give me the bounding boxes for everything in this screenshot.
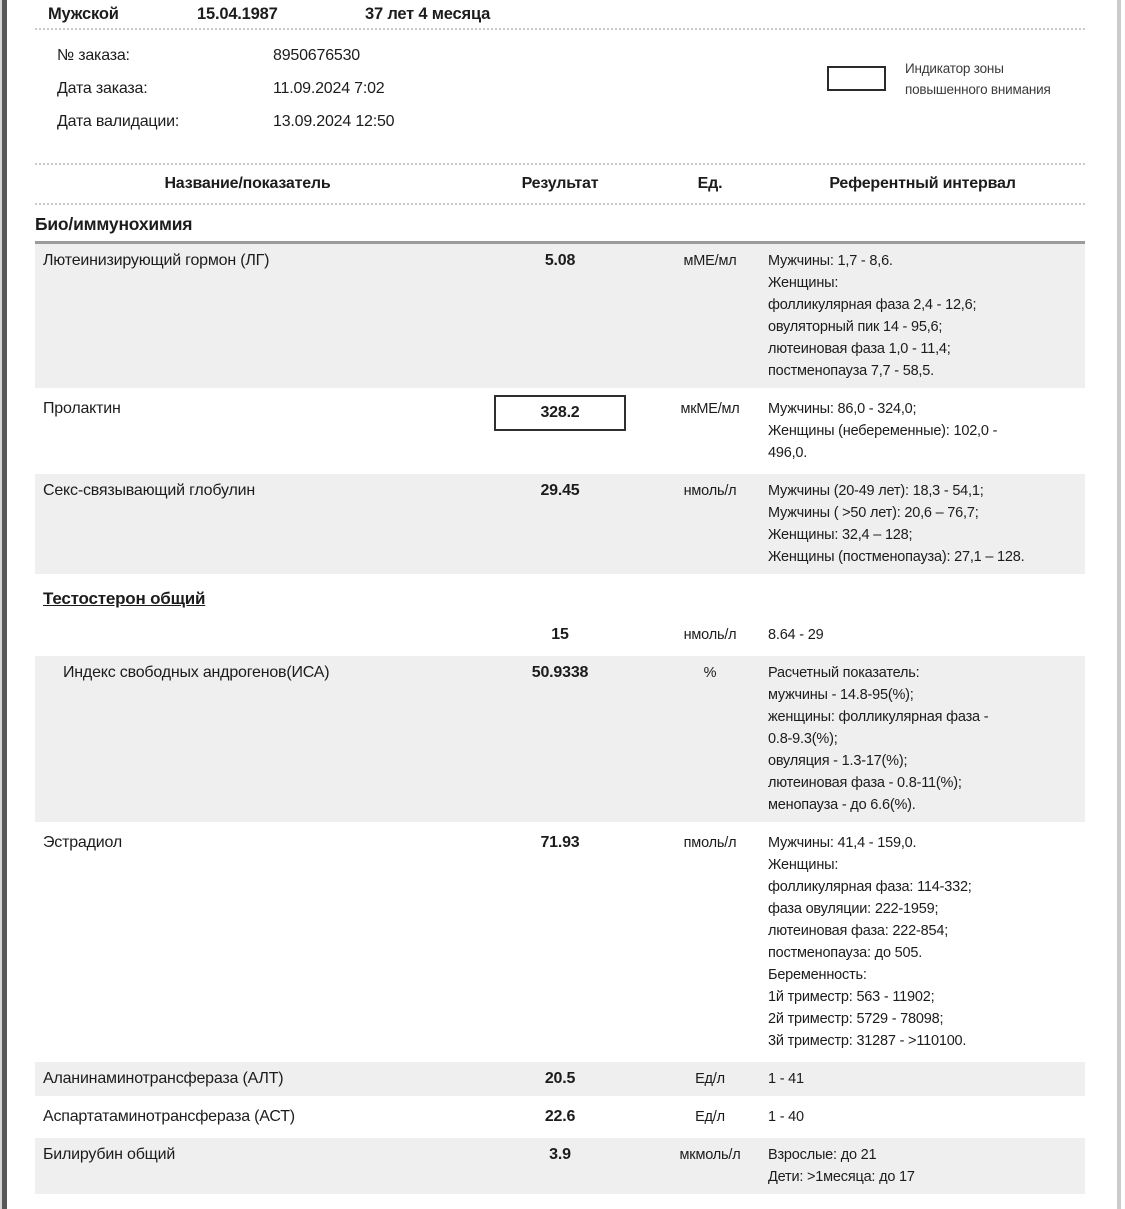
reference-line: 2й триместр: 5729 - 78098; [768, 1011, 944, 1027]
table-row [35, 474, 1085, 574]
result-cell [460, 624, 660, 646]
result-value: 22.6 [544, 1108, 576, 1125]
page-edge-right [1117, 0, 1121, 1209]
reference-interval [760, 1068, 1085, 1090]
attention-zone-legend [905, 58, 1105, 100]
order-number-label: № заказа: [57, 47, 130, 64]
reference-line: Расчетный показатель: [768, 665, 920, 681]
table-row [35, 1100, 1085, 1134]
order-info-section [35, 30, 1085, 165]
reference-line: Беременность: [768, 967, 867, 983]
analyte-name: Аспартатаминотрансфераза (АСТ) [43, 1108, 295, 1125]
result-cell [460, 1106, 660, 1128]
table-row [35, 392, 1085, 470]
unit-value: мМЕ/мл [683, 253, 737, 269]
analyte-name: Индекс свободных андрогенов(ИСА) [63, 664, 330, 681]
validation-date-value: 13.09.2024 12:50 [273, 113, 395, 130]
reference-line: Женщины (постменопауза): 27,1 – 128. [768, 549, 1025, 565]
column-header-unit: Ед. [697, 175, 723, 192]
reference-line: 1й триместр: 563 - 11902; [768, 989, 935, 1005]
validation-date-label: Дата валидации: [57, 113, 180, 130]
result-cell [460, 398, 660, 431]
reference-line: фаза овуляции: 222-1959; [768, 901, 939, 917]
order-date-label: Дата заказа: [57, 80, 148, 97]
analyte-name: Пролактин [43, 400, 121, 417]
order-number-value: 8950676530 [273, 47, 360, 64]
page-edge-left-inner [2, 0, 7, 1209]
result-value: 328.2 [494, 395, 625, 431]
result-value: 20.5 [544, 1070, 576, 1087]
reference-line: фолликулярная фаза: 114-332; [768, 879, 972, 895]
reference-line: 3й триместр: 31287 - >110100. [768, 1033, 967, 1049]
result-cell [460, 662, 660, 684]
result-value: 5.08 [544, 252, 576, 269]
reference-line: лютеиновая фаза - 0.8-11(%); [768, 775, 962, 791]
reference-line: фолликулярная фаза 2,4 - 12,6; [768, 297, 977, 313]
analyte-name: Секс-связывающий глобулин [43, 482, 255, 499]
unit-value: Ед/л [695, 1071, 725, 1087]
reference-interval [760, 1144, 1085, 1188]
table-row [35, 1138, 1085, 1194]
table-row [35, 656, 1085, 822]
order-date-value: 11.09.2024 7:02 [273, 80, 385, 97]
result-cell [460, 1144, 660, 1166]
analyte-name: Лютеинизирующий гормон (ЛГ) [43, 252, 270, 269]
order-date-row [57, 80, 384, 98]
table-row [35, 826, 1085, 1058]
subsection-title: Тестостерон общий [43, 589, 206, 608]
result-value: 29.45 [540, 482, 580, 499]
reference-interval [760, 662, 1085, 816]
reference-line: Взрослые: до 21 [768, 1147, 877, 1163]
column-header-reference: Референтный интервал [829, 175, 1016, 192]
reference-line: лютеиновая фаза: 222-854; [768, 923, 949, 939]
analyte-name: Эстрадиол [43, 834, 122, 851]
reference-line: постменопауза 7,7 - 58,5. [768, 363, 934, 379]
reference-line: менопауза - до 6.6(%). [768, 797, 916, 813]
reference-interval [760, 250, 1085, 382]
attention-zone-indicator-box [827, 66, 886, 91]
result-cell [460, 480, 660, 502]
reference-line: Женщины: 32,4 – 128; [768, 527, 913, 543]
reference-line: женщины: фолликулярная фаза - [768, 709, 989, 725]
attention-zone-legend-line2: повышенного внимания [905, 82, 1051, 97]
patient-gender: Мужской [48, 5, 119, 23]
reference-line: 8.64 - 29 [768, 627, 824, 643]
reference-interval [760, 624, 1085, 646]
report-page [35, 0, 1085, 1198]
order-number-row [57, 47, 360, 65]
table-row [35, 1062, 1085, 1096]
reference-line: Мужчины ( >50 лет): 20,6 – 76,7; [768, 505, 979, 521]
table-row [35, 244, 1085, 388]
reference-interval [760, 480, 1085, 568]
unit-value: % [703, 665, 717, 681]
reference-line: Мужчины: 86,0 - 324,0; [768, 401, 917, 417]
reference-line: Мужчины: 1,7 - 8,6. [768, 253, 893, 269]
reference-line: овуляция - 1.3-17(%); [768, 753, 908, 769]
result-value: 3.9 [549, 1146, 571, 1163]
patient-header [35, 0, 1085, 30]
reference-line: 0.8-9.3(%); [768, 731, 838, 747]
reference-interval [760, 832, 1085, 1052]
analyte-name: Аланинаминотрансфераза (АЛТ) [43, 1070, 284, 1087]
table-column-headers [35, 165, 1085, 205]
reference-line: Дети: >1месяца: до 17 [768, 1169, 915, 1185]
reference-line: 496,0. [768, 445, 808, 461]
section-title: Био/иммунохимия [35, 205, 1085, 244]
reference-line: лютеиновая фаза 1,0 - 11,4; [768, 341, 951, 357]
result-cell [460, 250, 660, 272]
result-value: 15 [551, 626, 569, 643]
reference-line: овуляторный пик 14 - 95,6; [768, 319, 943, 335]
unit-value: мкмоль/л [679, 1147, 741, 1163]
results-rows [35, 244, 1085, 1194]
patient-birth-date: 15.04.1987 [197, 5, 278, 23]
validation-date-row [57, 113, 394, 131]
unit-value: мкМЕ/мл [680, 401, 740, 417]
result-value: 50.9338 [531, 664, 589, 681]
unit-value: нмоль/л [683, 483, 737, 499]
reference-interval [760, 398, 1085, 464]
analyte-name: Билирубин общий [43, 1146, 176, 1163]
result-value: 71.93 [540, 834, 580, 851]
unit-value: Ед/л [695, 1109, 725, 1125]
reference-interval [760, 1106, 1085, 1128]
reference-line: 1 - 40 [768, 1109, 804, 1125]
result-cell [460, 832, 660, 854]
patient-age: 37 лет 4 месяца [365, 5, 491, 23]
unit-value: пмоль/л [683, 835, 737, 851]
reference-line: постменопауза: до 505. [768, 945, 923, 961]
result-cell [460, 1068, 660, 1090]
table-row [35, 618, 1085, 652]
reference-line: Женщины: [768, 275, 839, 291]
reference-line: Мужчины (20-49 лет): 18,3 - 54,1; [768, 483, 984, 499]
unit-value: нмоль/л [683, 627, 737, 643]
reference-line: Женщины (небеременные): 102,0 - [768, 423, 998, 439]
column-header-result: Результат [521, 175, 599, 192]
column-header-name: Название/показатель [164, 175, 331, 192]
reference-line: 1 - 41 [768, 1071, 804, 1087]
reference-line: Женщины: [768, 857, 839, 873]
attention-zone-legend-line1: Индикатор зоны [905, 61, 1004, 76]
reference-line: Мужчины: 41,4 - 159,0. [768, 835, 917, 851]
reference-line: мужчины - 14.8-95(%); [768, 687, 914, 703]
